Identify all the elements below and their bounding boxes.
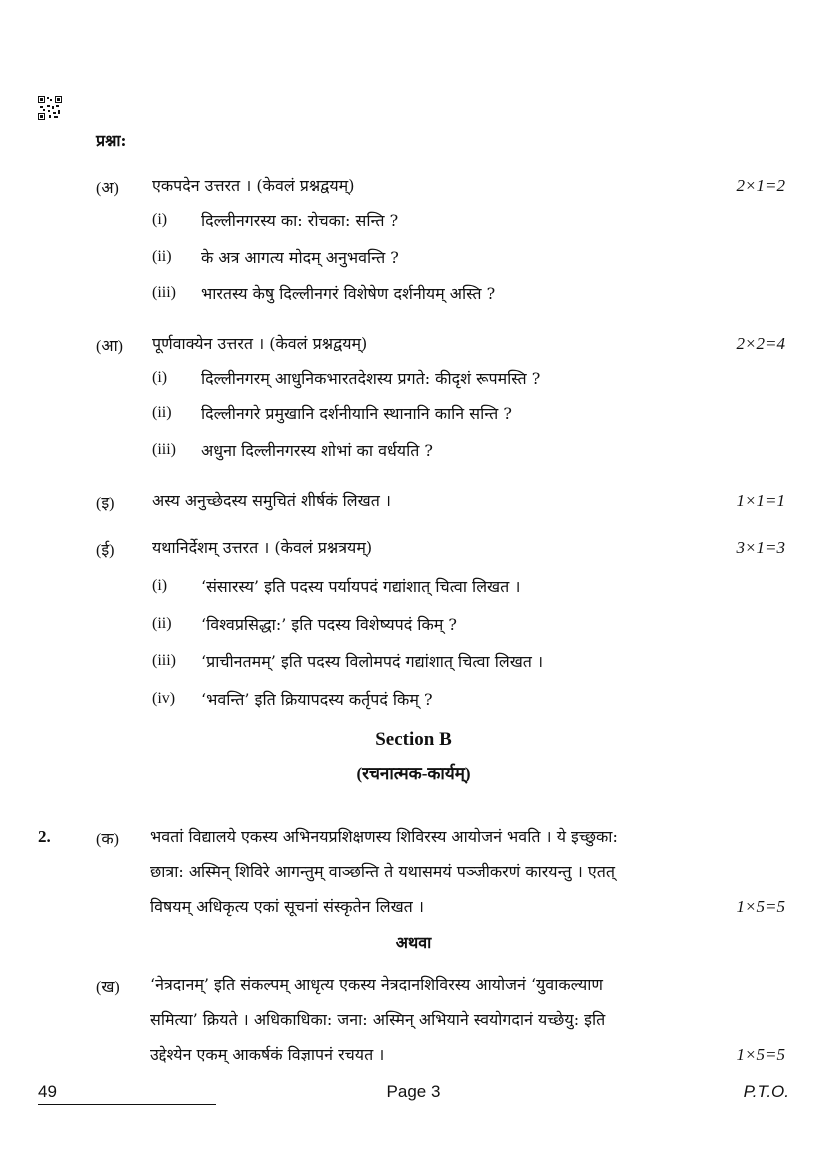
paper-code: 49	[38, 1082, 57, 1101]
marks: 2×1=2	[736, 176, 785, 195]
sub-question-text: ‘भवन्ति’ इति क्रियापदस्य कर्तृपदं किम् ?	[201, 690, 433, 709]
paragraph-line: ‘नेत्रदानम्’ इति संकल्पम् आधृत्य एकस्य नेत्रदानशिविरस्य आयोजनं ‘युवाकल्याण	[150, 975, 603, 994]
paragraph-line: छात्रा: अस्मिन् शिविरे आगन्तुम् वाञ्छन्ति ते यथासमयं पञ्जीकरणं कारयन्तु । एतत्	[150, 862, 615, 881]
paragraph-line: विषयम् अधिकृत्य एकां सूचनां संस्कृतेन लिखत ।	[150, 897, 424, 916]
marks: 2×2=4	[736, 334, 785, 353]
qr-code-icon	[38, 96, 62, 120]
sub-question-number: (iii)	[152, 441, 176, 458]
section-title: Section B	[375, 729, 452, 750]
sub-question-number: (ii)	[152, 404, 172, 421]
sub-question-text: के अत्र आगत्य मोदम् अनुभवन्ति ?	[201, 248, 399, 267]
section-subtitle: (रचनात्मक-कार्यम्)	[356, 764, 471, 783]
question-text: एकपदेन उत्तरत । (केवलं प्रश्नद्वयम्)	[152, 176, 355, 195]
paragraph-line: भवतां विद्यालये एकस्य अभिनयप्रशिक्षणस्य शिविरस्य आयोजनं भवति । ये इच्छुका:	[150, 827, 618, 846]
or-label: अथवा	[395, 933, 432, 952]
paragraph-line: उद्देश्येन एकम् आकर्षकं विज्ञापनं रचयत ।	[150, 1045, 385, 1064]
question-number: 2.	[38, 827, 51, 846]
marks: 1×5=5	[736, 1045, 785, 1064]
sub-question-text: ‘संसारस्य’ इति पदस्य पर्यायपदं गद्यांशात् चित्वा लिखत ।	[201, 577, 521, 596]
question-text: यथानिर्देशम् उत्तरत । (केवलं प्रश्नत्रयम्)	[152, 538, 373, 557]
question-label: (आ)	[96, 338, 124, 355]
page-number: Page 3	[386, 1082, 441, 1101]
paragraph-line: समित्या’ क्रियते । अधिकाधिका: जना: अस्मिन् अभियाने स्वयोगदानं यच्छेयु: इति	[150, 1010, 606, 1029]
marks: 3×1=3	[736, 538, 785, 557]
question-label: (ई)	[96, 542, 115, 559]
sub-question-number: (iii)	[152, 284, 176, 301]
question-label: (ख)	[96, 979, 120, 996]
sub-question-text: भारतस्य केषु दिल्लीनगरं विशेषेण दर्शनीयम् अस्ति ?	[201, 284, 496, 303]
prashna-heading: प्रश्ना:	[96, 131, 127, 150]
sub-question-text: दिल्लीनगरस्य का: रोचका: सन्ति ?	[201, 211, 399, 230]
sub-question-number: (i)	[152, 577, 168, 594]
marks: 1×1=1	[736, 491, 785, 510]
sub-question-text: ‘विश्वप्रसिद्धा:’ इति पदस्य विशेष्यपदं किम् ?	[201, 615, 457, 634]
sub-question-text: ‘प्राचीनतमम्’ इति पदस्य विलोमपदं गद्यांशात् चित्वा लिखत ।	[201, 652, 544, 671]
sub-question-number: (i)	[152, 211, 168, 228]
sub-question-number: (i)	[152, 369, 168, 386]
sub-question-number: (iv)	[152, 690, 176, 707]
sub-question-text: दिल्लीनगरम् आधुनिकभारतदेशस्य प्रगते: कीदृशं रूपमस्ति ?	[201, 369, 541, 388]
question-label: (क)	[96, 831, 119, 848]
sub-question-text: अधुना दिल्लीनगरस्य शोभां का वर्धयति ?	[201, 441, 434, 460]
question-label: (अ)	[96, 180, 119, 197]
sub-question-number: (ii)	[152, 615, 172, 632]
footer-rule	[38, 1104, 216, 1105]
question-label: (इ)	[96, 495, 115, 512]
pto-label: P.T.O.	[743, 1082, 789, 1101]
marks: 1×5=5	[736, 897, 785, 916]
sub-question-text: दिल्लीनगरे प्रमुखानि दर्शनीयानि स्थानानि कानि सन्ति ?	[201, 404, 512, 423]
sub-question-number: (iii)	[152, 652, 176, 669]
question-text: पूर्णवाक्येन उत्तरत । (केवलं प्रश्नद्वयम्)	[152, 334, 368, 353]
question-text: अस्य अनुच्छेदस्य समुचितं शीर्षकं लिखत ।	[152, 491, 391, 510]
sub-question-number: (ii)	[152, 248, 172, 265]
